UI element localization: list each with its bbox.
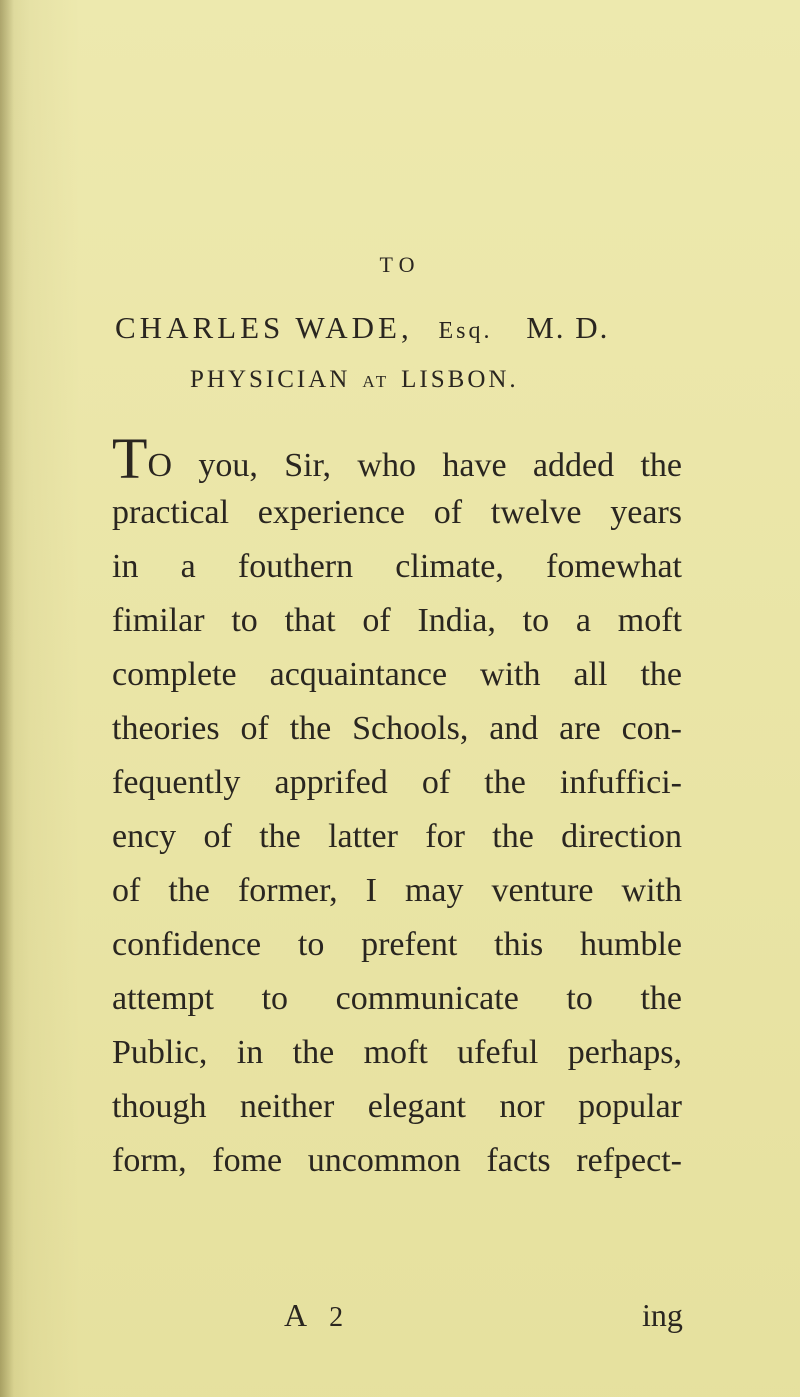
dedicatee-esq: Esq. xyxy=(438,318,493,344)
body-line: Public, in the moft ufeful perhaps, xyxy=(112,1034,682,1071)
title-at: AT xyxy=(362,372,390,391)
body-line: though neither elegant nor popular xyxy=(112,1088,682,1125)
body-line: complete acquaintance with all the xyxy=(112,656,682,693)
body-line: practical experience of twelve years xyxy=(112,494,682,531)
title-place: LISBON. xyxy=(401,366,519,393)
dedicatee-degree: M. D. xyxy=(526,310,610,345)
drop-cap: T xyxy=(112,426,148,491)
dedication-body xyxy=(112,426,682,1188)
page-gutter-shadow xyxy=(0,0,14,1397)
body-line: form, fome uncommon facts refpect- xyxy=(112,1142,682,1179)
body-line-text: O you, Sir, who have added the xyxy=(147,447,682,484)
body-line: theories of the Schools, and are con- xyxy=(112,710,682,747)
dedicatee-title xyxy=(190,366,519,394)
signature-letter: A xyxy=(284,1297,308,1333)
signature-number: 2 xyxy=(329,1302,344,1333)
dedication-to: TO xyxy=(379,252,421,277)
body-line: fimilar to that of India, to a moft xyxy=(112,602,682,639)
body-line: of the former, I may venture with xyxy=(112,872,682,909)
body-line: confidence to prefent this humble xyxy=(112,926,682,963)
dedicatee-name: CHARLES WADE, xyxy=(115,310,413,345)
title-profession: PHYSICIAN xyxy=(190,366,351,393)
body-line xyxy=(112,426,682,491)
body-line: attempt to communicate to the xyxy=(112,980,682,1017)
body-line: in a fouthern climate, fomewhat xyxy=(112,548,682,585)
body-line: fequently apprifed of the infuffici- xyxy=(112,764,682,801)
catchword: ing xyxy=(642,1297,683,1333)
dedicatee-line xyxy=(115,310,609,346)
body-line: ency of the latter for the direction xyxy=(112,818,682,855)
signature-mark xyxy=(284,1297,343,1334)
